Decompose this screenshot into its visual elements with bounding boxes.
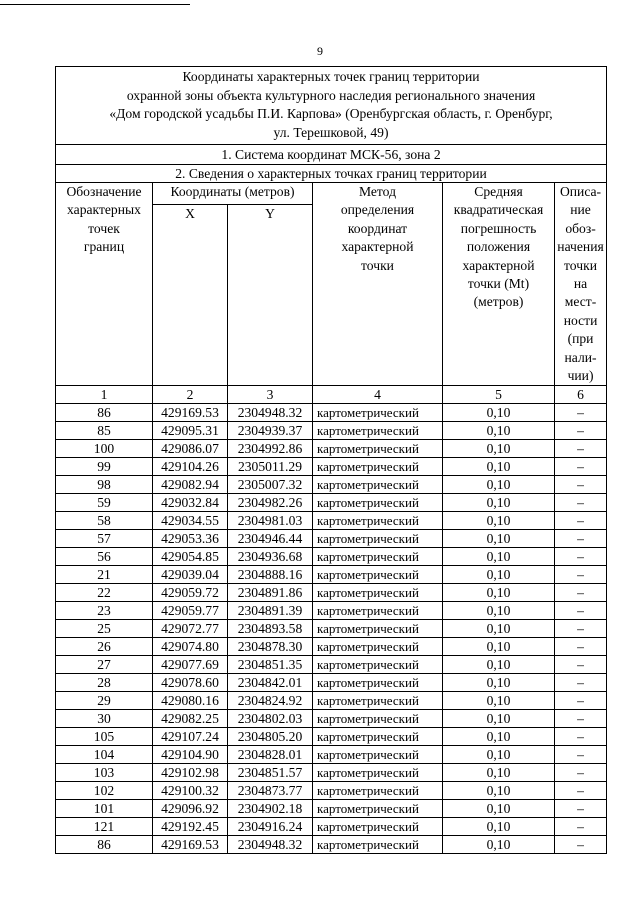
table-row [56,584,607,602]
cell-point: 86 [56,404,153,422]
cell-x: 429074.80 [153,638,228,656]
cell-error: 0,10 [443,728,555,746]
header-y: Y [228,204,313,386]
cell-method: картометрический [313,764,443,782]
cell-error: 0,10 [443,746,555,764]
cell-y: 2304828.01 [228,746,313,764]
cell-dash: – [555,764,607,782]
cell-point: 21 [56,566,153,584]
cell-method: картометрический [313,440,443,458]
cell-y: 2304802.03 [228,710,313,728]
cell-point: 26 [56,638,153,656]
cell-error: 0,10 [443,440,555,458]
table-row [56,818,607,836]
table-row [56,656,607,674]
cell-y: 2304939.37 [228,422,313,440]
cell-dash: – [555,566,607,584]
cell-method: картометрический [313,800,443,818]
header-description: Описа- ние обоз- начения точки на мест- ности (при нали- чии) [555,183,607,386]
cell-dash: – [555,728,607,746]
cell-dash: – [555,674,607,692]
title-line: «Дом городской усадьбы П.И. Карпова» (Оренбургская область, г. Оренбург, [109,106,553,121]
cell-method: картометрический [313,656,443,674]
cell-x: 429082.25 [153,710,228,728]
cell-error: 0,10 [443,818,555,836]
cell-method: картометрический [313,566,443,584]
table-row [56,800,607,818]
cell-y: 2304805.20 [228,728,313,746]
cell-method: картометрический [313,836,443,854]
cell-dash: – [555,782,607,800]
table-row [56,674,607,692]
table-row [56,782,607,800]
cell-y: 2304982.26 [228,494,313,512]
cell-y: 2304878.30 [228,638,313,656]
table-row [56,602,607,620]
cell-error: 0,10 [443,692,555,710]
cell-point: 23 [56,602,153,620]
header-designation: Обозначение характерных точек границ [56,183,153,386]
column-number: 6 [555,386,607,404]
cell-point: 25 [56,620,153,638]
table-row [56,764,607,782]
cell-method: картометрический [313,710,443,728]
cell-method: картометрический [313,530,443,548]
cell-dash: – [555,584,607,602]
cell-method: картометрический [313,638,443,656]
cell-x: 429032.84 [153,494,228,512]
top-rule [0,4,190,5]
cell-y: 2304946.44 [228,530,313,548]
table-row [56,638,607,656]
cell-method: картометрический [313,602,443,620]
cell-point: 100 [56,440,153,458]
cell-point: 121 [56,818,153,836]
cell-point: 28 [56,674,153,692]
cell-x: 429169.53 [153,836,228,854]
cell-method: картометрический [313,782,443,800]
cell-dash: – [555,836,607,854]
cell-dash: – [555,620,607,638]
table-row [56,440,607,458]
cell-y: 2304992.86 [228,440,313,458]
cell-point: 105 [56,728,153,746]
cell-x: 429104.90 [153,746,228,764]
title-line: охранной зоны объекта культурного наследия регионального значения [126,87,536,103]
table-row [56,458,607,476]
cell-x: 429059.77 [153,602,228,620]
table-row [56,548,607,566]
cell-x: 429082.94 [153,476,228,494]
cell-y: 2304888.16 [228,566,313,584]
cell-dash: – [555,710,607,728]
cell-point: 102 [56,782,153,800]
cell-point: 85 [56,422,153,440]
cell-dash: – [555,746,607,764]
cell-dash: – [555,656,607,674]
cell-error: 0,10 [443,476,555,494]
cell-method: картометрический [313,476,443,494]
cell-y: 2304893.58 [228,620,313,638]
title-line: Координаты характерных точек границ территории [182,69,480,84]
cell-error: 0,10 [443,530,555,548]
cell-x: 429104.26 [153,458,228,476]
column-number: 5 [443,386,555,404]
cell-y: 2305011.29 [228,458,313,476]
table-row [56,512,607,530]
cell-y: 2304824.92 [228,692,313,710]
table-row [56,728,607,746]
cell-method: картометрический [313,458,443,476]
header-method: Метод определения координат характерной точки [313,183,443,386]
cell-x: 429102.98 [153,764,228,782]
cell-error: 0,10 [443,656,555,674]
cell-dash: – [555,548,607,566]
cell-point: 104 [56,746,153,764]
cell-x: 429100.32 [153,782,228,800]
cell-point: 27 [56,656,153,674]
table-row [56,530,607,548]
cell-x: 429095.31 [153,422,228,440]
cell-y: 2304842.01 [228,674,313,692]
cell-x: 429096.92 [153,800,228,818]
column-number-row [56,386,607,404]
cell-point: 56 [56,548,153,566]
cell-method: картометрический [313,746,443,764]
cell-method: картометрический [313,674,443,692]
cell-y: 2304981.03 [228,512,313,530]
cell-error: 0,10 [443,764,555,782]
header-error: Средняя квадратическая погрешность положения характерной точки (Mt) (метров) [443,183,555,386]
cell-method: картометрический [313,620,443,638]
table-row [56,620,607,638]
header-x: X [153,204,228,386]
cell-error: 0,10 [443,422,555,440]
cell-y: 2304851.35 [228,656,313,674]
cell-dash: – [555,512,607,530]
cell-dash: – [555,404,607,422]
cell-error: 0,10 [443,836,555,854]
cell-method: картометрический [313,494,443,512]
cell-point: 103 [56,764,153,782]
cell-dash: – [555,530,607,548]
cell-x: 429169.53 [153,404,228,422]
cell-x: 429072.77 [153,620,228,638]
cell-x: 429059.72 [153,584,228,602]
cell-error: 0,10 [443,602,555,620]
cell-y: 2304851.57 [228,764,313,782]
column-number: 2 [153,386,228,404]
cell-error: 0,10 [443,512,555,530]
cell-x: 429034.55 [153,512,228,530]
cell-y: 2304948.32 [228,836,313,854]
table-title [56,67,607,145]
cell-point: 29 [56,692,153,710]
cell-x: 429053.36 [153,530,228,548]
cell-method: картометрический [313,584,443,602]
table-row [56,566,607,584]
cell-method: картометрический [313,728,443,746]
cell-error: 0,10 [443,782,555,800]
cell-y: 2304891.39 [228,602,313,620]
cell-point: 101 [56,800,153,818]
table-row [56,710,607,728]
cell-method: картометрический [313,818,443,836]
cell-y: 2304891.86 [228,584,313,602]
cell-dash: – [555,638,607,656]
cell-method: картометрический [313,692,443,710]
cell-method: картометрический [313,404,443,422]
cell-error: 0,10 [443,584,555,602]
table-row [56,836,607,854]
cell-y: 2304873.77 [228,782,313,800]
column-number: 1 [56,386,153,404]
column-number: 3 [228,386,313,404]
table-row [56,404,607,422]
cell-x: 429039.04 [153,566,228,584]
cell-error: 0,10 [443,404,555,422]
column-number: 4 [313,386,443,404]
cell-error: 0,10 [443,566,555,584]
header-coordinates: Координаты (метров) [153,183,313,205]
cell-error: 0,10 [443,638,555,656]
cell-error: 0,10 [443,800,555,818]
table-row [56,422,607,440]
cell-y: 2304916.24 [228,818,313,836]
cell-method: картометрический [313,548,443,566]
cell-dash: – [555,476,607,494]
cell-point: 30 [56,710,153,728]
cell-x: 429080.16 [153,692,228,710]
cell-dash: – [555,440,607,458]
coordinate-system: 1. Система координат МСК-56, зона 2 [56,145,607,165]
cell-point: 57 [56,530,153,548]
cell-method: картометрический [313,422,443,440]
table-row [56,746,607,764]
section-title: 2. Сведения о характерных точках границ территории [56,165,607,183]
cell-point: 22 [56,584,153,602]
cell-error: 0,10 [443,674,555,692]
cell-y: 2304948.32 [228,404,313,422]
cell-error: 0,10 [443,458,555,476]
cell-x: 429078.60 [153,674,228,692]
cell-dash: – [555,800,607,818]
cell-point: 86 [56,836,153,854]
cell-x: 429086.07 [153,440,228,458]
cell-x: 429054.85 [153,548,228,566]
cell-method: картометрический [313,512,443,530]
cell-dash: – [555,602,607,620]
cell-y: 2304936.68 [228,548,313,566]
cell-x: 429077.69 [153,656,228,674]
cell-error: 0,10 [443,620,555,638]
cell-error: 0,10 [443,494,555,512]
cell-error: 0,10 [443,710,555,728]
cell-point: 98 [56,476,153,494]
cell-dash: – [555,818,607,836]
title-line: ул. Терешковой, 49) [273,124,389,140]
page-number: 9 [317,44,323,58]
cell-dash: – [555,458,607,476]
cell-dash: – [555,422,607,440]
cell-point: 99 [56,458,153,476]
table-row [56,476,607,494]
cell-y: 2305007.32 [228,476,313,494]
cell-dash: – [555,494,607,512]
cell-x: 429192.45 [153,818,228,836]
cell-x: 429107.24 [153,728,228,746]
coordinates-table [55,66,607,854]
table-row [56,692,607,710]
cell-point: 59 [56,494,153,512]
cell-point: 58 [56,512,153,530]
cell-y: 2304902.18 [228,800,313,818]
cell-error: 0,10 [443,548,555,566]
table-row [56,494,607,512]
cell-dash: – [555,692,607,710]
